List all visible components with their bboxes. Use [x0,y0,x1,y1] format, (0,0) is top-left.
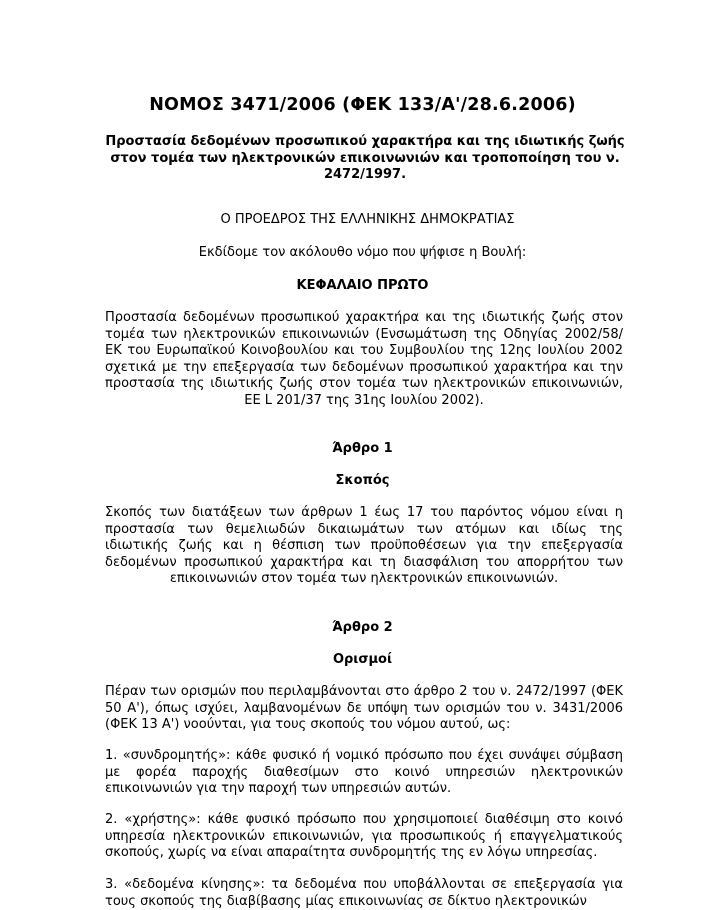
definition-item: 3. «δεδομένα κίνησης»: τα δεδομένα που υποβάλλονται σε επεξεργασία για τους σκοπούς της διαβίβασης μίας επικοινωνίας σε δίκτυο ηλεκτρονικών [105,877,623,909]
article-2-number: Άρθρο 2 [332,620,393,635]
article-1-text: Σκοπός των διατάξεων των άρθρων 1 έως 17 του παρόντος νόμου είναι η προστασία των θεμελιωδών δικαιωμάτων των ατόμων και ιδίως της ιδιωτικής ζωής και η θέσπιση των προϋποθέσεων για την επεξεργασία δεδομένων προσωπικού χαρακτήρα και τη διασφάλιση του απορρήτου των επικοινωνιών στον τομέα των ηλεκτρονικών επικοινωνιών. [105,505,623,586]
law-subtitle: Προστασία δεδομένων προσωπικού χαρακτήρα και της ιδιωτικής ζωής στον τομέα των ηλεκτρονικών επικοινωνιών και τροποποίηση του ν. 2472/1997. [105,134,625,182]
enactment-statement: Εκδίδομε τον ακόλουθο νόμο που ψήφισε η Βουλή: [198,245,527,260]
article-1-title: Σκοπός [335,473,390,488]
definition-item: 2. «χρήστης»: κάθε φυσικό πρόσωπο που χρησιμοποιεί διαθέσιμη στο κοινό υπηρεσία ηλεκτρονικών επικοινωνιών, για προσωπικούς ή επαγγελματικούς σκοπούς, χωρίς να είναι απαραίτητα συνδρομητής της εν λόγω υπηρεσίας. [105,812,623,860]
president-heading: Ο ΠΡΟΕΔΡΟΣ ΤΗΣ ΕΛΛΗΝΙΚΗΣ ΔΗΜΟΚΡΑΤΙΑΣ [220,212,515,227]
definition-item: 1. «συνδρομητής»: κάθε φυσικό ή νομικό πρόσωπο που έχει συνάψει σύμβαση με φορέα παροχής διαθεσίμων στο κοινό υπηρεσιών ηλεκτρονικών επικοινωνιών για την παροχή των υπηρεσιών αυτών. [105,748,623,796]
article-2-title: Ορισμοί [332,652,393,667]
law-title: ΝΟΜΟΣ 3471/2006 (ΦΕΚ 133/Α'/28.6.2006) [149,95,576,115]
article-2-intro: Πέραν των ορισμών που περιλαμβάνονται στο άρθρο 2 του ν. 2472/1997 (ΦΕΚ 50 Α'), όπως ισχύει, λαμβανομένων δε υπόψη των ορισμών του ν. 3431/2006 (ΦΕΚ 13 Α') νοούνται, για τους σκοπούς του νόμου αυτού, ως: [105,684,623,732]
chapter-description: Προστασία δεδομένων προσωπικού χαρακτήρα και της ιδιωτικής ζωής στον τομέα των ηλεκτρονικών επικοινωνιών (Ενσωμάτωση της Οδηγίας 2002/58/ΕΚ του Ευρωπαϊκού Κοινοβουλίου και του Συμβουλίου της 12ης Ιουλίου 2002 σχετικά με την επεξεργασία των δεδομένων προσωπικού χαρακτήρα και την προστασία της ιδιωτικής ζωής στον τομέα των ηλεκτρονικών επικοινωνιών, ΕΕ L 201/37 της 31ης Ιουλίου 2002). [105,310,623,408]
article-1-number: Άρθρο 1 [332,441,393,456]
chapter-title: ΚΕΦΑΛΑΙΟ ΠΡΩΤΟ [296,278,429,293]
